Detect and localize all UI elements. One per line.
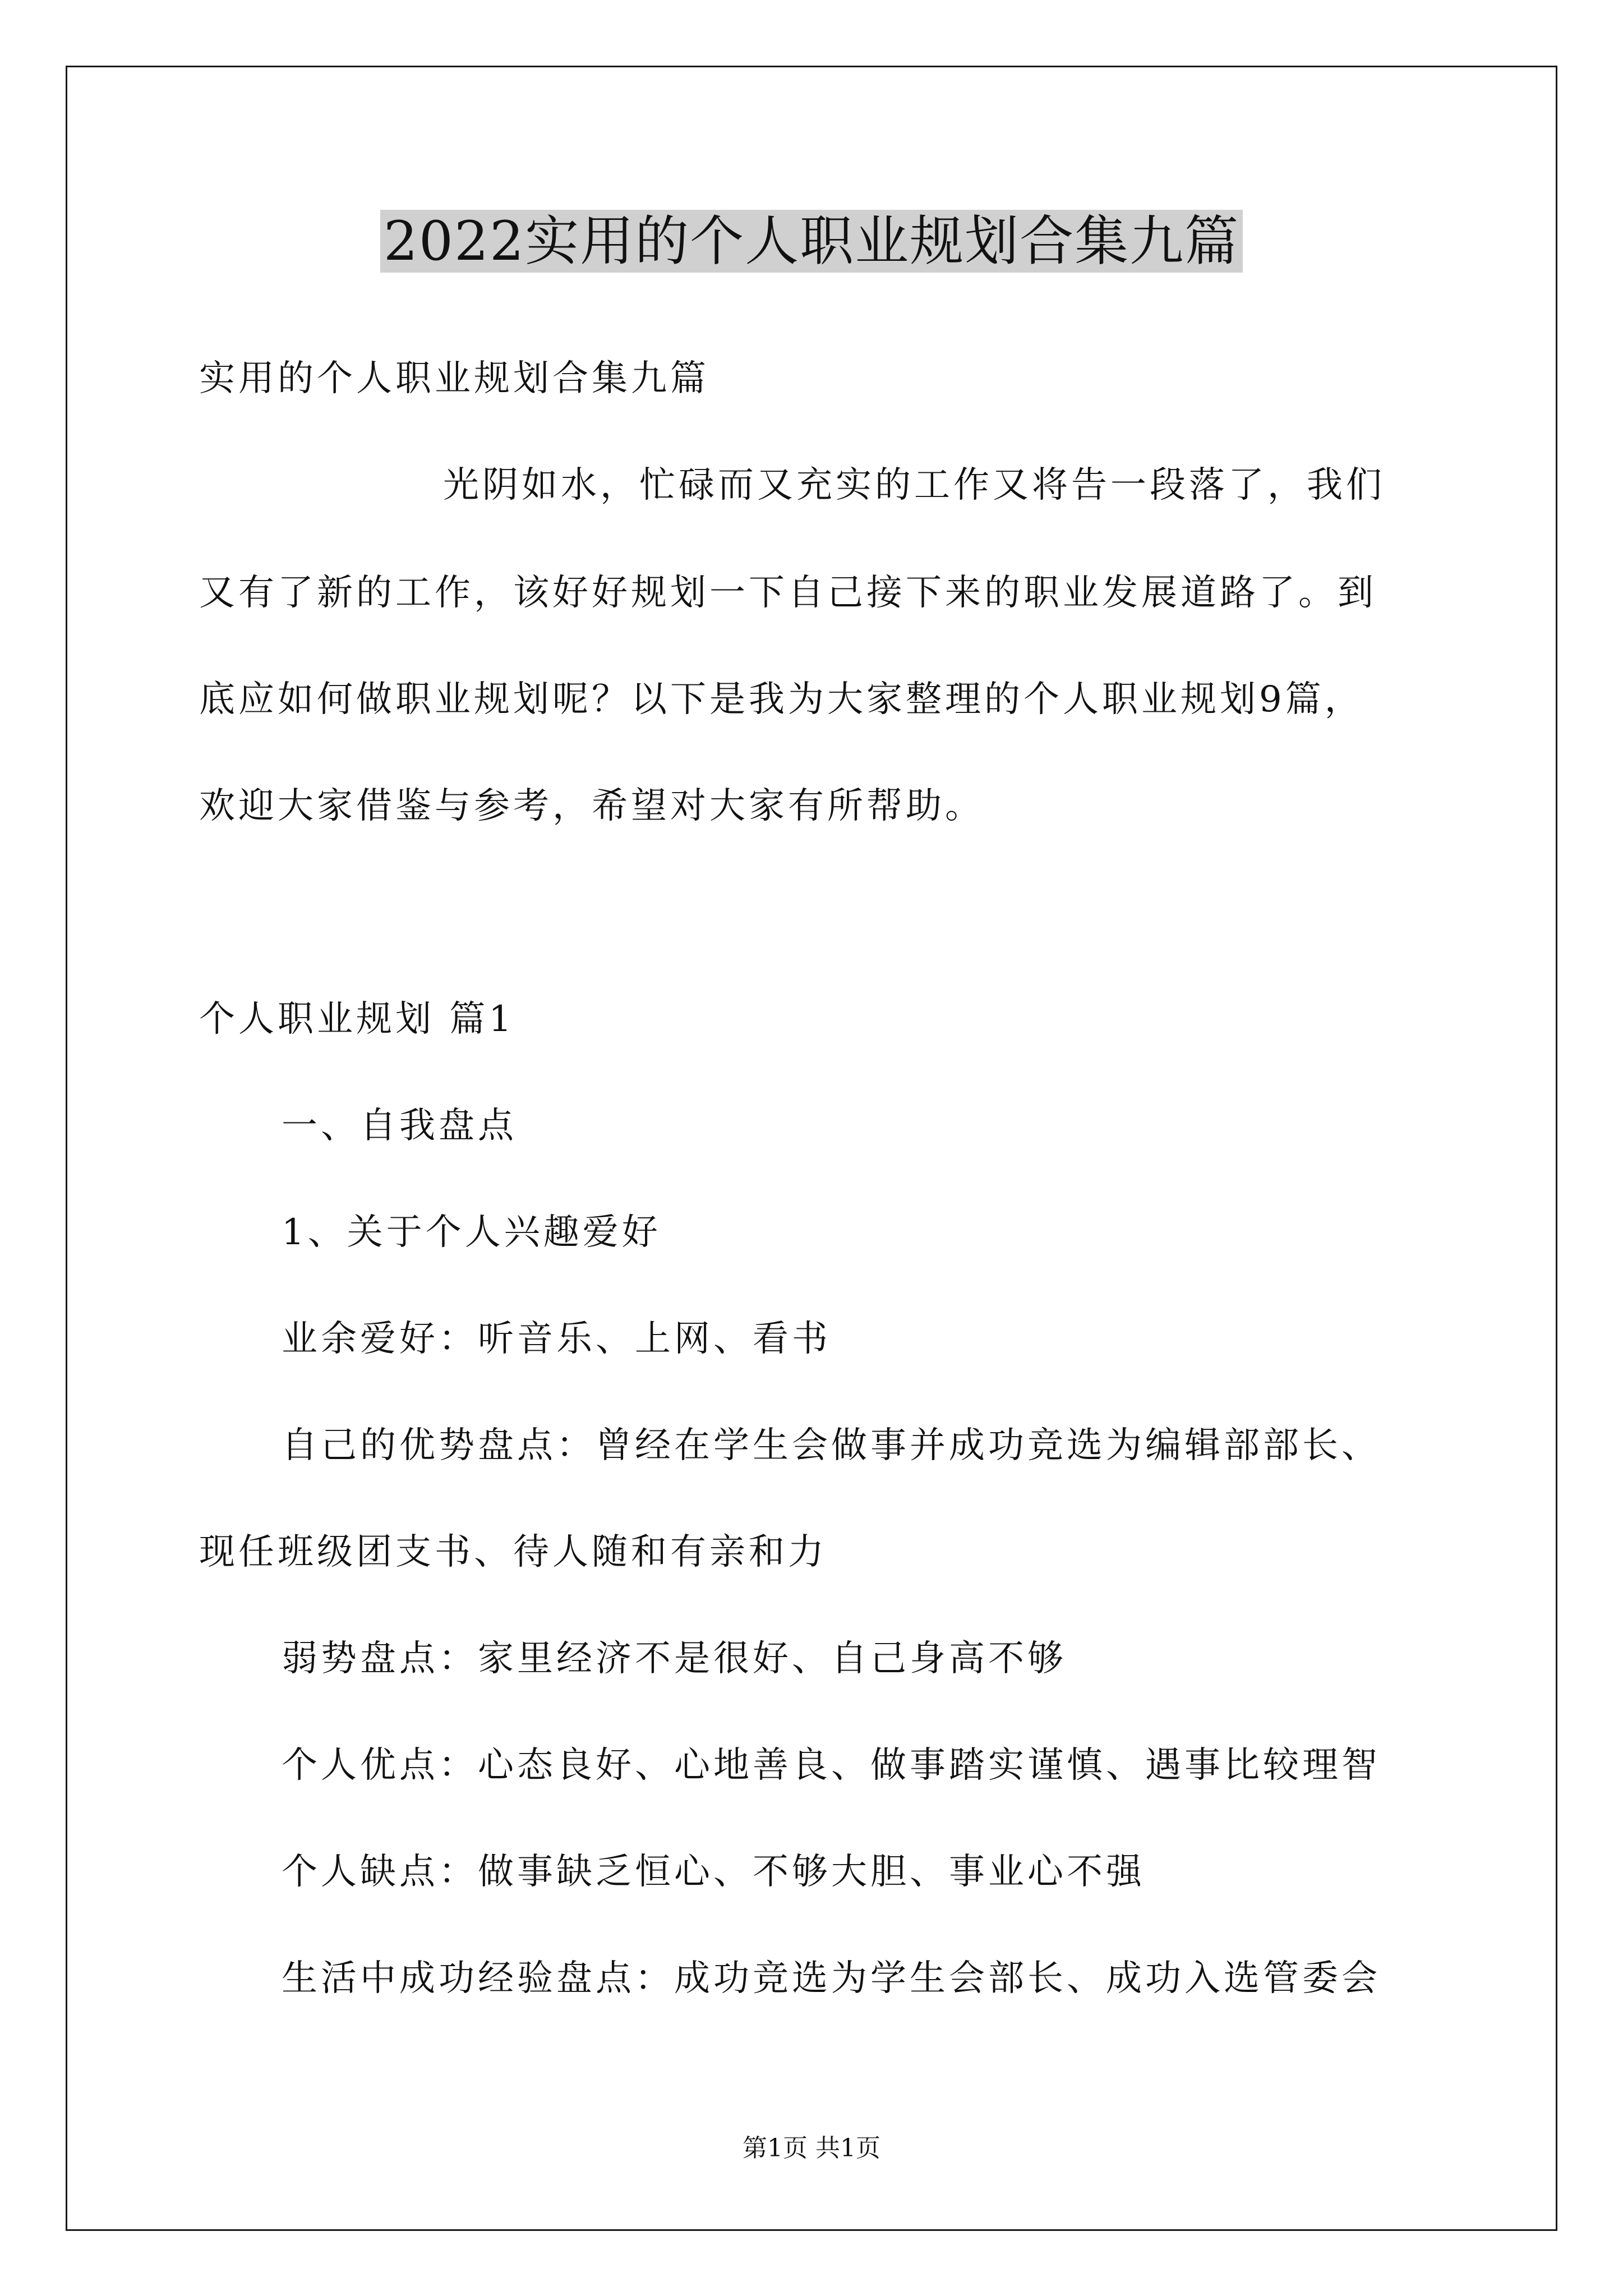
intro-line-3: 底应如何做职业规划呢？以下是我为大家整理的个人职业规划9篇，: [199, 679, 1364, 720]
body-line-4: 自己的优势盘点：曾经在学生会做事并成功竞选为编辑部部长、: [282, 1425, 1381, 1466]
document-title-text: 2022实用的个人职业规划合集九篇: [380, 210, 1243, 273]
section-heading: 个人职业规划 篇1: [199, 999, 515, 1040]
document-subtitle: 实用的个人职业规划合集九篇: [199, 358, 709, 399]
intro-line-4: 欢迎大家借鉴与参考，希望对大家有所帮助。: [199, 785, 984, 827]
intro-line-2: 又有了新的工作，该好好规划一下自己接下来的职业发展道路了。到: [199, 572, 1377, 614]
body-line-5: 现任班级团支书、待人随和有亲和力: [199, 1531, 827, 1573]
page-footer: [0, 2132, 1623, 2165]
document-title: [0, 202, 1623, 280]
body-line-9: 生活中成功经验盘点：成功竞选为学生会部长、成功入选管委会: [282, 1958, 1381, 1999]
page-number-info: 第1页 共1页: [743, 2134, 880, 2162]
body-line-1: 一、自我盘点: [282, 1105, 517, 1147]
body-line-3: 业余爱好：听音乐、上网、看书: [282, 1318, 831, 1360]
body-line-2: 1、关于个人兴趣爱好: [282, 1212, 661, 1253]
body-line-6: 弱势盘点：家里经济不是很好、自己身高不够: [282, 1638, 1067, 1680]
body-line-8: 个人缺点：做事缺乏恒心、不够大胆、事业心不强: [282, 1851, 1145, 1893]
intro-line-1: 光阴如水，忙碌而又充实的工作又将告一段落了，我们: [443, 464, 1385, 506]
body-line-7: 个人优点：心态良好、心地善良、做事踏实谨慎、遇事比较理智: [282, 1745, 1381, 1786]
